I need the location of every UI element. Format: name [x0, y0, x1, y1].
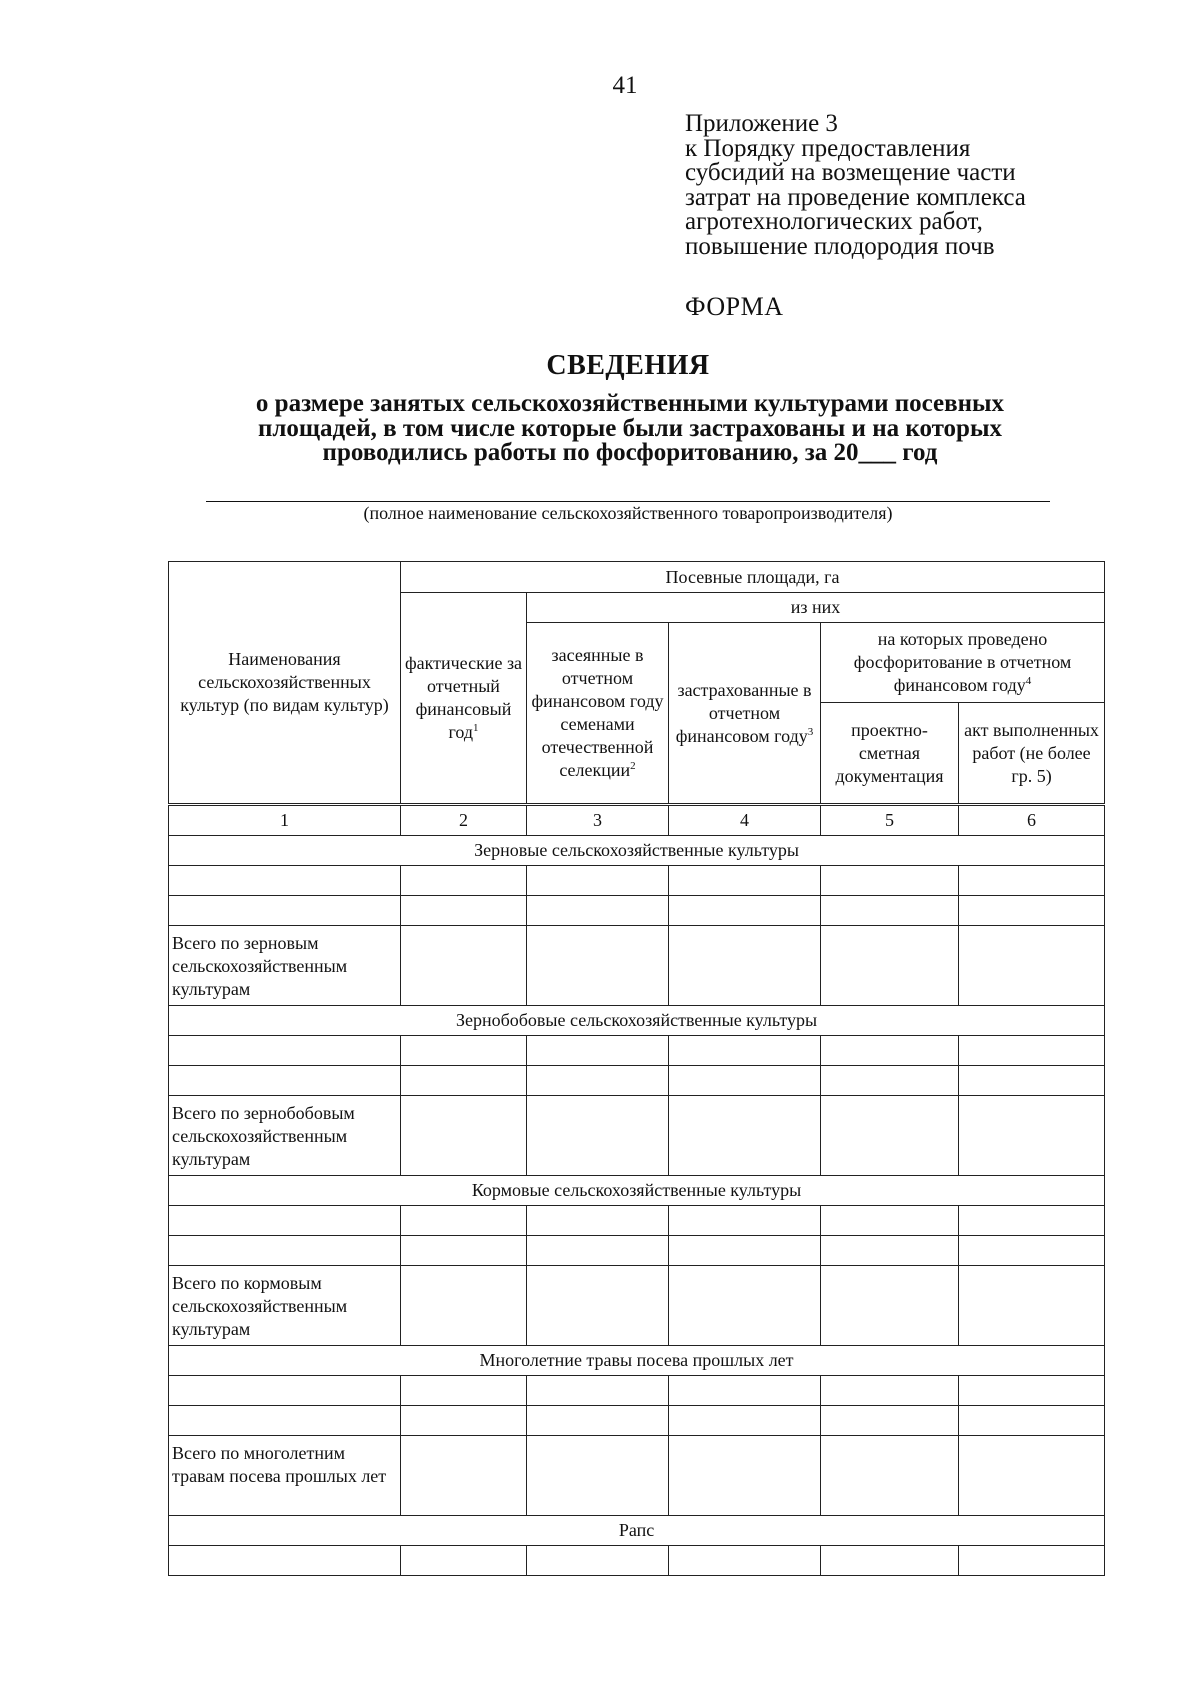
- table-cell[interactable]: [169, 866, 401, 896]
- header-actual: [401, 593, 527, 805]
- producer-name-line[interactable]: [206, 501, 1050, 502]
- footnote-ref: 2: [630, 760, 636, 772]
- table-cell[interactable]: [527, 926, 669, 1006]
- table-cell[interactable]: [401, 1546, 527, 1576]
- table-cell[interactable]: [401, 926, 527, 1006]
- table-cell[interactable]: [959, 1406, 1105, 1436]
- header-of-them: из них: [527, 593, 1105, 623]
- table-cell[interactable]: [527, 1546, 669, 1576]
- header-design-docs: проектно-сметная документация: [821, 703, 959, 805]
- total-row: [169, 1096, 1105, 1176]
- table-cell[interactable]: [401, 1266, 527, 1346]
- table-cell[interactable]: [821, 1376, 959, 1406]
- table-cell[interactable]: [959, 1236, 1105, 1266]
- table-cell[interactable]: [169, 1066, 401, 1096]
- column-number: 6: [959, 805, 1105, 836]
- table-cell[interactable]: [669, 1266, 821, 1346]
- table-cell[interactable]: [669, 896, 821, 926]
- table-cell[interactable]: [401, 1096, 527, 1176]
- table-cell[interactable]: [959, 1206, 1105, 1236]
- column-number: 4: [669, 805, 821, 836]
- table-cell[interactable]: [401, 1036, 527, 1066]
- table-row: [169, 896, 1105, 926]
- table-cell[interactable]: [669, 1376, 821, 1406]
- table-cell[interactable]: [669, 1096, 821, 1176]
- table-cell[interactable]: [169, 1036, 401, 1066]
- header-insured-text: застрахованные в отчетном финансовом году: [675, 679, 812, 746]
- subtitle-line: проводились работы по фосфоритованию, за 20___ год: [322, 439, 938, 466]
- table-cell[interactable]: [527, 1436, 669, 1516]
- sown-areas-table: [168, 561, 1105, 1576]
- table-cell[interactable]: [821, 1546, 959, 1576]
- table-cell[interactable]: [959, 1036, 1105, 1066]
- table-row: [169, 1236, 1105, 1266]
- appendix-line: субсидий на возмещение части: [685, 159, 1016, 186]
- table-cell[interactable]: [669, 1206, 821, 1236]
- table-cell[interactable]: [527, 1206, 669, 1236]
- column-number: 1: [169, 805, 401, 836]
- table-cell[interactable]: [169, 1406, 401, 1436]
- table-cell[interactable]: [401, 1066, 527, 1096]
- column-number: 5: [821, 805, 959, 836]
- table-cell[interactable]: [821, 1096, 959, 1176]
- table-cell[interactable]: [527, 866, 669, 896]
- column-number: 2: [401, 805, 527, 836]
- header-work-act: акт выполненных работ (не более гр. 5): [959, 703, 1105, 805]
- table-cell[interactable]: [821, 1266, 959, 1346]
- table-cell[interactable]: [401, 1376, 527, 1406]
- column-number: 3: [527, 805, 669, 836]
- table-cell[interactable]: [401, 1236, 527, 1266]
- document-title: СВЕДЕНИЯ: [546, 350, 710, 381]
- table-cell[interactable]: [169, 1206, 401, 1236]
- table-cell[interactable]: [401, 896, 527, 926]
- appendix-reference: [685, 112, 1026, 259]
- table-cell[interactable]: [821, 866, 959, 896]
- table-cell[interactable]: [821, 1206, 959, 1236]
- section-header: Кормовые сельскохозяйственные культуры: [169, 1176, 1105, 1206]
- producer-name-caption: (полное наименование сельскохозяйственного товаропроизводителя): [363, 503, 893, 523]
- table-cell[interactable]: [669, 1546, 821, 1576]
- table-cell[interactable]: [821, 1406, 959, 1436]
- table-cell[interactable]: [669, 1066, 821, 1096]
- table-cell[interactable]: [169, 1546, 401, 1576]
- appendix-line: повышение плодородия почв: [685, 232, 995, 260]
- table-cell[interactable]: [401, 1406, 527, 1436]
- footnote-ref: 1: [473, 722, 479, 734]
- footnote-ref: 3: [807, 725, 814, 738]
- table-cell[interactable]: [527, 1096, 669, 1176]
- table-cell[interactable]: [169, 896, 401, 926]
- section-header: Зерновые сельскохозяйственные культуры: [169, 836, 1105, 866]
- total-label: Всего по многолетним травам посева прошлых лет: [169, 1436, 401, 1516]
- appendix-line: к Порядку предоставления: [685, 134, 971, 162]
- table-row: [169, 866, 1105, 896]
- table-cell[interactable]: [169, 1236, 401, 1266]
- table-cell[interactable]: [959, 866, 1105, 896]
- table-cell[interactable]: [527, 1236, 669, 1266]
- table-cell[interactable]: [669, 1236, 821, 1266]
- total-label: Всего по кормовым сельскохозяйственным культурам: [169, 1266, 401, 1346]
- table-cell[interactable]: [821, 896, 959, 926]
- form-label: ФОРМА: [685, 292, 784, 321]
- table-cell[interactable]: [669, 1036, 821, 1066]
- header-actual-text: фактические за отчетный финансовый год: [404, 653, 523, 742]
- header-insured: [669, 623, 821, 805]
- table-cell[interactable]: [959, 896, 1105, 926]
- table-cell[interactable]: [669, 1406, 821, 1436]
- table-cell[interactable]: [669, 866, 821, 896]
- table-cell[interactable]: [959, 1096, 1105, 1176]
- table-row: [169, 1036, 1105, 1066]
- subtitle-line: площадей, в том числе которые были застрахованы и на которых: [258, 414, 1002, 442]
- header-phosphorite-text: на которых проведено фосфоритование в отчетном финансовом году: [853, 629, 1072, 695]
- total-row: [169, 1436, 1105, 1516]
- table-cell[interactable]: [669, 1436, 821, 1516]
- table-cell[interactable]: [959, 1376, 1105, 1406]
- table-cell[interactable]: [401, 1206, 527, 1236]
- total-row: [169, 1266, 1105, 1346]
- header-phosphorite: [821, 623, 1105, 703]
- table-cell[interactable]: [527, 1406, 669, 1436]
- table-row: [169, 1066, 1105, 1096]
- table-cell[interactable]: [527, 896, 669, 926]
- table-cell[interactable]: [821, 926, 959, 1006]
- table-cell[interactable]: [527, 1066, 669, 1096]
- table-cell[interactable]: [169, 1376, 401, 1406]
- table-cell[interactable]: [821, 1036, 959, 1066]
- page-number: 41: [612, 72, 638, 99]
- table-row: [169, 1206, 1105, 1236]
- table-row: [169, 1406, 1105, 1436]
- table-cell[interactable]: [959, 1436, 1105, 1516]
- section-header: Многолетние травы посева прошлых лет: [169, 1346, 1105, 1376]
- table-cell[interactable]: [959, 926, 1105, 1006]
- table-cell[interactable]: [821, 1436, 959, 1516]
- appendix-line: агротехнологических работ,: [685, 208, 983, 235]
- header-crop-names: Наименования сельскохозяйственных культур (по видам культур): [169, 562, 401, 805]
- section-header: Зернобобовые сельскохозяйственные культуры: [169, 1006, 1105, 1036]
- table-cell[interactable]: [401, 866, 527, 896]
- document-subtitle: [190, 392, 1070, 466]
- table-cell[interactable]: [959, 1066, 1105, 1096]
- header-domestic-seeds-text: засеянные в отчетном финансовом году семенами отечественной селекции: [531, 645, 664, 780]
- table-row: [169, 1376, 1105, 1406]
- table-cell[interactable]: [401, 1436, 527, 1516]
- table-row: [169, 1546, 1105, 1576]
- section-header: Рапс: [169, 1516, 1105, 1546]
- header-sown-areas: Посевные площади, га: [401, 562, 1105, 593]
- total-label: Всего по зерновым сельскохозяйственным культурам: [169, 926, 401, 1006]
- footnote-ref: 4: [1025, 675, 1032, 687]
- total-row: [169, 926, 1105, 1006]
- table-cell[interactable]: [527, 1266, 669, 1346]
- table-cell[interactable]: [821, 1066, 959, 1096]
- total-label: Всего по зернобобовым сельскохозяйственным культурам: [169, 1096, 401, 1176]
- table-cell[interactable]: [959, 1266, 1105, 1346]
- table-cell[interactable]: [527, 1036, 669, 1066]
- appendix-line: Приложение 3: [685, 110, 838, 137]
- table-cell[interactable]: [669, 926, 821, 1006]
- table-cell[interactable]: [527, 1376, 669, 1406]
- table-cell[interactable]: [959, 1546, 1105, 1576]
- subtitle-line: о размере занятых сельскохозяйственными культурами посевных: [255, 390, 1005, 417]
- header-domestic-seeds: [527, 623, 669, 805]
- appendix-line: затрат на проведение комплекса: [685, 183, 1026, 211]
- table-cell[interactable]: [821, 1236, 959, 1266]
